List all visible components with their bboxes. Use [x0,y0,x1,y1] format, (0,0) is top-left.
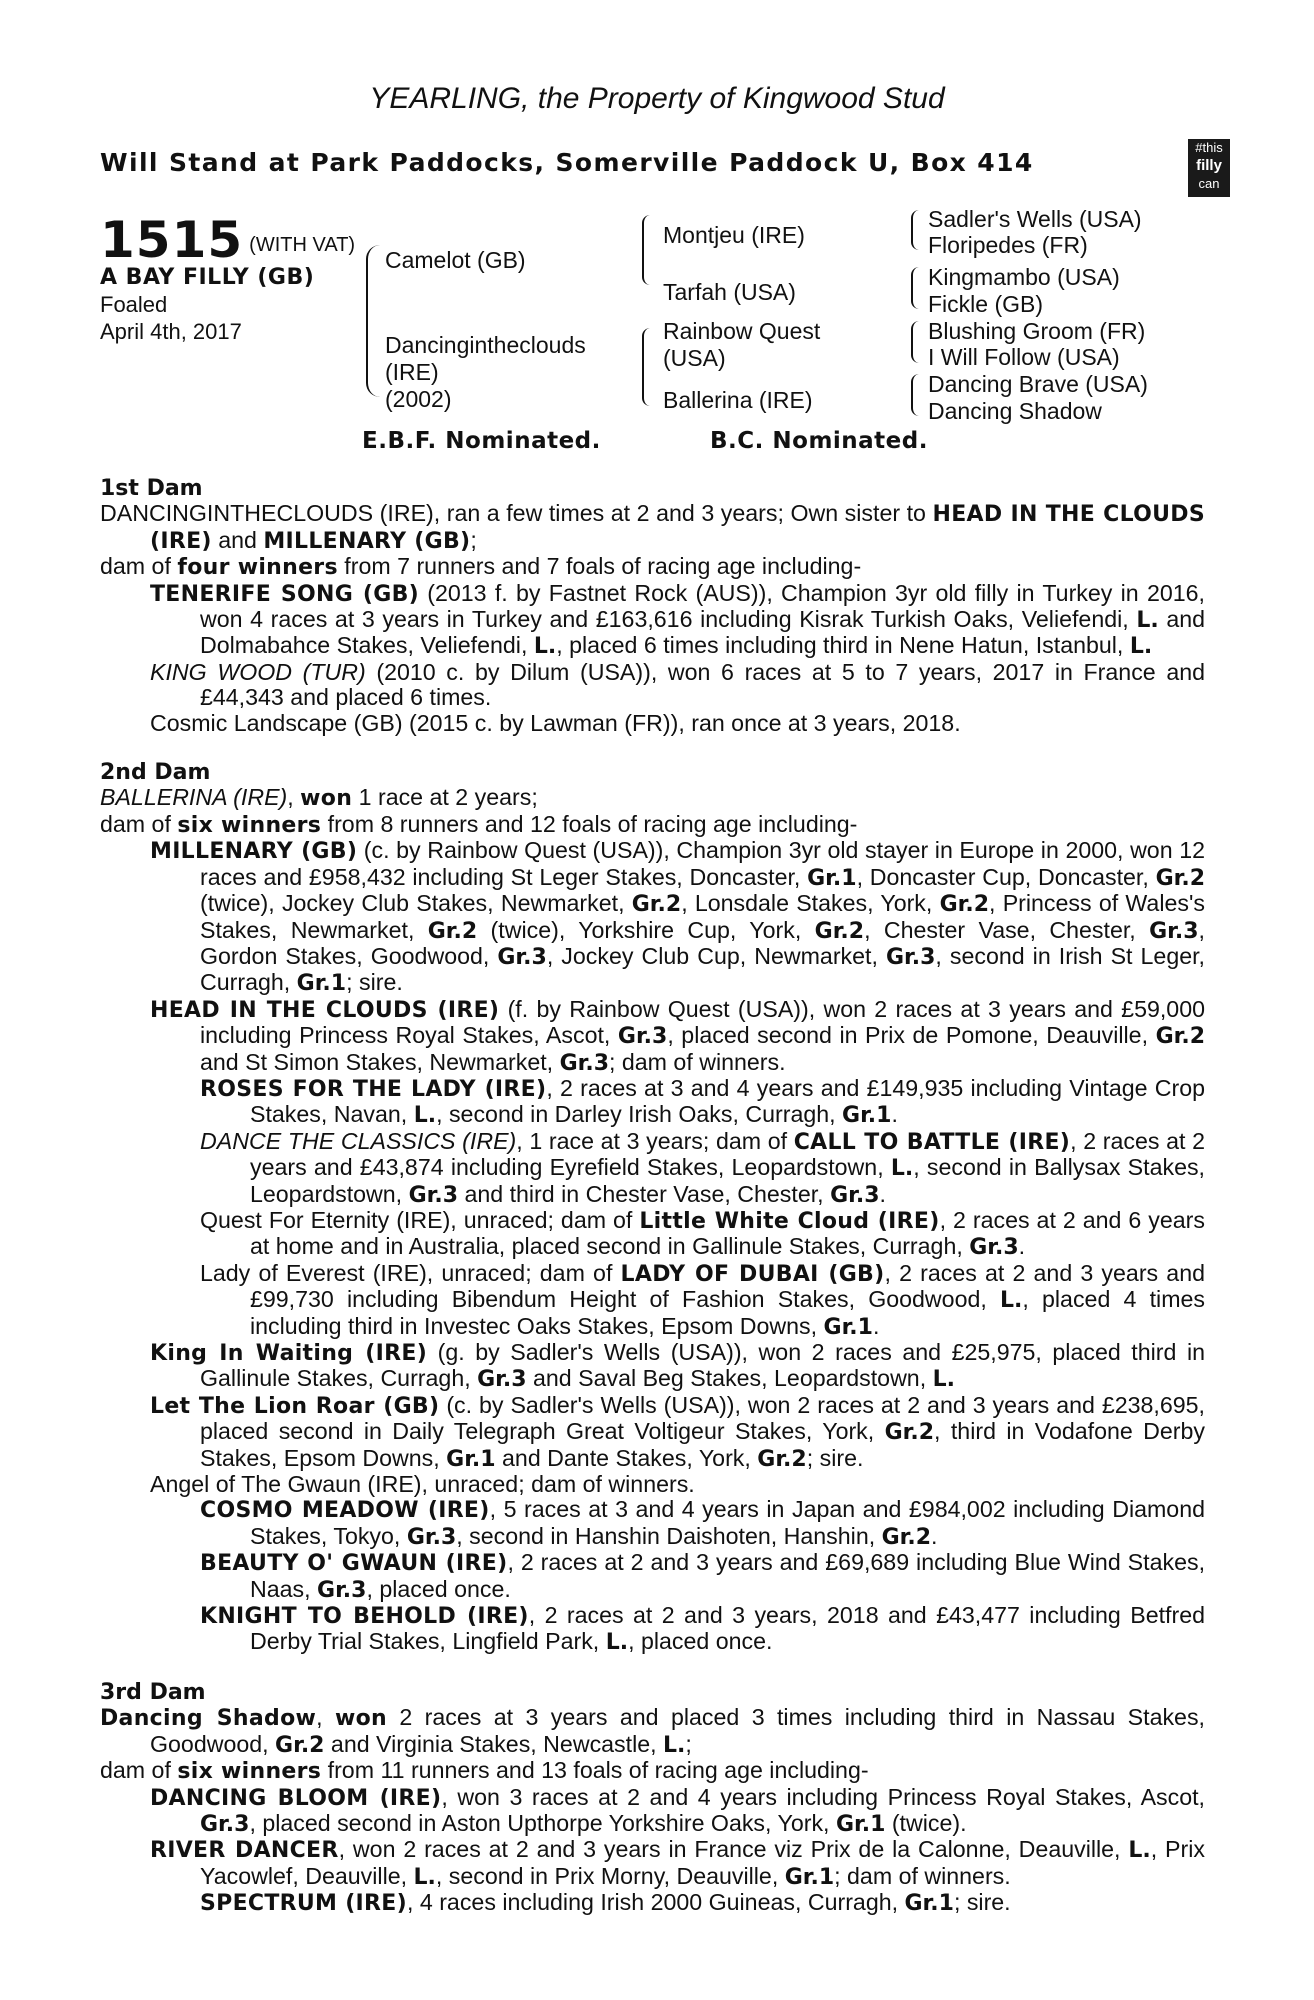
pedigree-gen3-5: Blushing Groom (FR) [928,318,1146,344]
produce-spectrum: SPECTRUM (IRE), 4 races including Irish 2000 Guineas, Curragh, Gr.1; sire. [200,1889,1011,1917]
pedigree-sire-dam: Tarfah (USA) [663,279,796,305]
pedigree-brace-g3-3 [911,321,920,363]
pedigree-gen3-6: I Will Follow (USA) [928,344,1120,370]
produce-river-dancer: RIVER DANCER, won 2 races at 2 and 3 years in France viz Prix de la Calonne, Deauville, L., Prix Yacowlef, Deauville, L., second in Prix Morny, Deauville, Gr.1; dam of winners. [150,1836,1205,1890]
produce-angel-of-the-gwaun: Angel of The Gwaun (IRE), unraced; dam of winners. [150,1471,695,1498]
produce-king-in-waiting: King In Waiting (IRE) (g. by Sadler's Wells (USA)), won 2 races and £25,975, placed third in Gallinule Stakes, Curragh, Gr.3 and Saval Beg Stakes, Leopardstown, L. [150,1339,1206,1393]
pedigree-dam [385,332,586,413]
horse-description [100,264,314,345]
page-title: YEARLING, the Property of Kingwood Stud [369,82,945,115]
pedigree-dam-country: (IRE) [385,359,439,385]
pedigree-dam-sire [663,318,820,372]
second-dam-heading: 2nd Dam [100,760,211,786]
lot-number: 1515 [100,211,244,269]
produce-beauty-o-gwaun: BEAUTY O' GWAUN (IRE), 2 races at 2 and 3 years and £69,689 including Blue Wind Stakes, Naas, Gr.3, placed once. [200,1549,1206,1603]
pedigree-brace-sire [642,215,652,285]
produce-dancing-bloom: DANCING BLOOM (IRE), won 3 races at 2 and 4 years including Princess Royal Stakes, Ascot, Gr.3, placed second in Aston Upthorpe Yorkshire Oaks, York, Gr.1 (twice). [150,1783,1206,1837]
foaled-date: April 4th, 2017 [100,319,242,344]
first-dam-produce-summary: dam of four winners from 7 runners and 7 foals of racing age including- [100,553,862,581]
pedigree-dam-sire-country: (USA) [663,345,726,371]
produce-millenary: MILLENARY (GB) (c. by Rainbow Quest (USA)), Champion 3yr old stayer in Europe in 2000, won 12 races and £958,432 including St Leger Stakes, Doncaster, Gr.1, Doncaster Cup, Doncaster, Gr.2 (twice), Jockey Club Stakes, Newmarket, Gr.2, Lonsdale Stakes, York, Gr.2, Princess of Wales's Stakes, Newmarket, Gr.2 (twice), Yorkshire Cup, York, Gr.2, Chester Vase, Chester, Gr.3, Gordon Stakes, Goodwood, Gr.3, Jockey Club Cup, Newmarket, Gr.3, second in Irish St Leger, Curragh, Gr.1; sire. [150,837,1205,997]
stand-location: Will Stand at Park Paddocks, Somerville Paddock U, Box 414 [100,148,1034,177]
pedigree-gen3-4: Fickle (GB) [928,291,1043,317]
third-dam-produce-summary: dam of six winners from 11 runners and 13 foals of racing age including- [100,1757,869,1785]
foaled-label: Foaled [100,292,168,317]
pedigree-gen3-3: Kingmambo (USA) [928,264,1120,290]
lot-header [100,211,355,269]
pedigree-brace-gen1 [366,245,380,397]
second-dam-entry: BALLERINA (IRE), won 1 race at 2 years; [100,784,538,812]
pedigree-dam-dam: Ballerina (IRE) [663,387,813,413]
pedigree-gen3-2: Floripedes (FR) [928,232,1088,258]
pedigree-dam-name: Dancinginthеclouds [385,332,586,358]
pedigree-brace-g3-2 [911,267,920,309]
pedigree-brace-dam [642,328,652,406]
logo-line-3: can [1198,176,1220,191]
pedigree-gen3-8: Dancing Shadow [928,398,1102,424]
pedigree-gen3-1: Sadler's Wells (USA) [928,206,1142,232]
first-dam-entry: DANCINGINTHECLOUDS (IRE), ran a few times at 2 and 3 years; Own sister to HEAD IN THE CLOUDS (IRE) and MILLENARY (GB); [100,500,1205,554]
produce-king-wood: KING WOOD (TUR) (2010 c. by Dilum (USA)), won 6 races at 5 to 7 years, 2017 in France and £44,343 and placed 6 times. [150,658,1206,711]
produce-quest-for-eternity: Quest For Eternity (IRE), unraced; dam of Little White Cloud (IRE), 2 races at 2 and 6 years at home and in Australia, placed second in Gallinule Stakes, Curragh, Gr.3. [200,1206,1205,1261]
produce-lady-of-everest: Lady of Everest (IRE), unraced; dam of LADY OF DUBAI (GB), 2 races at 2 and 3 years and £99,730 including Bibendum Height of Fashion Stakes, Goodwood, L., placed 4 times including third in Investec Oaks Stakes, Epsom Downs, Gr.1. [200,1259,1205,1340]
bc-nominated: B.C. Nominated. [710,428,928,454]
pedigree-dam-year: (2002) [385,386,452,412]
third-dam-heading: 3rd Dam [100,1679,206,1705]
produce-dance-the-classics: DANCE THE CLASSICS (IRE), 1 race at 3 years; dam of CALL TO BATTLE (IRE), 2 races at 2 years and £43,874 including Eyrefield Stakes, Leopardstown, L., second in Ballysax Stakes, Leopardstown, Gr.3 and third in Chester Vase, Chester, Gr.3. [200,1127,1205,1208]
vat-note: (WITH VAT) [249,234,356,256]
this-filly-can-logo [1188,139,1230,197]
third-dam-entry: Dancing Shadow, won 2 races at 3 years and placed 3 times including third in Nassau Stakes, Goodwood, Gr.2 and Virginia Stakes, Newcastle, L.; [100,1704,1205,1758]
produce-knight-to-behold: KNIGHT TO BEHOLD (IRE), 2 races at 2 and 3 years, 2018 and £43,477 including Betfred Derby Trial Stakes, Lingfield Park, L., placed once. [200,1602,1205,1656]
second-dam-produce-summary: dam of six winners from 8 runners and 12 foals of racing age including- [100,810,858,838]
produce-cosmic-landscape: Cosmic Landscape (GB) (2015 c. by Lawman (FR)), ran once at 3 years, 2018. [150,709,961,736]
pedigree-brace-g3-1 [911,210,920,250]
horse-sex-colour: A BAY FILLY (GB) [100,265,315,290]
catalogue-body [100,476,1205,1917]
produce-let-the-lion-roar: Let The Lion Roar (GB) (c. by Sadler's Wells (USA)), won 2 races at 2 and 3 years and £238,695, placed second in Daily Telegraph Great Voltigeur Stakes, York, Gr.2, third in Vodafone Derby Stakes, Epsom Downs, Gr.1 and Dante Stakes, York, Gr.2; sire. [150,1391,1205,1472]
logo-line-1: #this [1195,140,1223,155]
pedigree-gen3-7: Dancing Brave (USA) [928,371,1148,397]
produce-cosmo-meadow: COSMO MEADOW (IRE), 5 races at 3 and 4 years in Japan and £984,002 including Diamond Stakes, Tokyo, Gr.3, second in Hanshin Daishoten, Hanshin, Gr.2. [200,1496,1205,1550]
ebf-nominated: E.B.F. Nominated. [362,428,601,454]
pedigree-sire-sire: Montjeu (IRE) [663,222,805,248]
pedigree-dam-sire-name: Rainbow Quest [663,318,821,344]
pedigree-brace-g3-4 [911,374,920,416]
produce-head-in-the-clouds: HEAD IN THE CLOUDS (IRE) (f. by Rainbow Quest (USA)), won 2 races at 3 years and £59,000 including Princess Royal Stakes, Ascot, Gr.3, placed second in Prix de Pomone, Deauville, Gr.2 and St Simon Stakes, Newmarket, Gr.3; dam of winners. [150,995,1205,1076]
pedigree-sire: Camelot (GB) [385,247,526,273]
first-dam-heading: 1st Dam [100,476,203,501]
logo-line-2: filly [1196,157,1222,174]
produce-tenerife-song: TENERIFE SONG (GB) (2013 f. by Fastnet Rock (AUS)), Champion 3yr old filly in Turkey in 2016, won 4 races at 3 years in Turkey and £163,616 including Kisrak Turkish Oaks, Veliefendi, L. and Dolmabahce Stakes, Veliefendi, L., placed 6 times including third in Nene Hatun, Istanbul, L. [150,579,1206,660]
produce-roses-for-the-lady: ROSES FOR THE LADY (IRE), 2 races at 3 and 4 years and £149,935 including Vintage Crop Stakes, Navan, L., second in Darley Irish Oaks, Curragh, Gr.1. [200,1074,1205,1129]
